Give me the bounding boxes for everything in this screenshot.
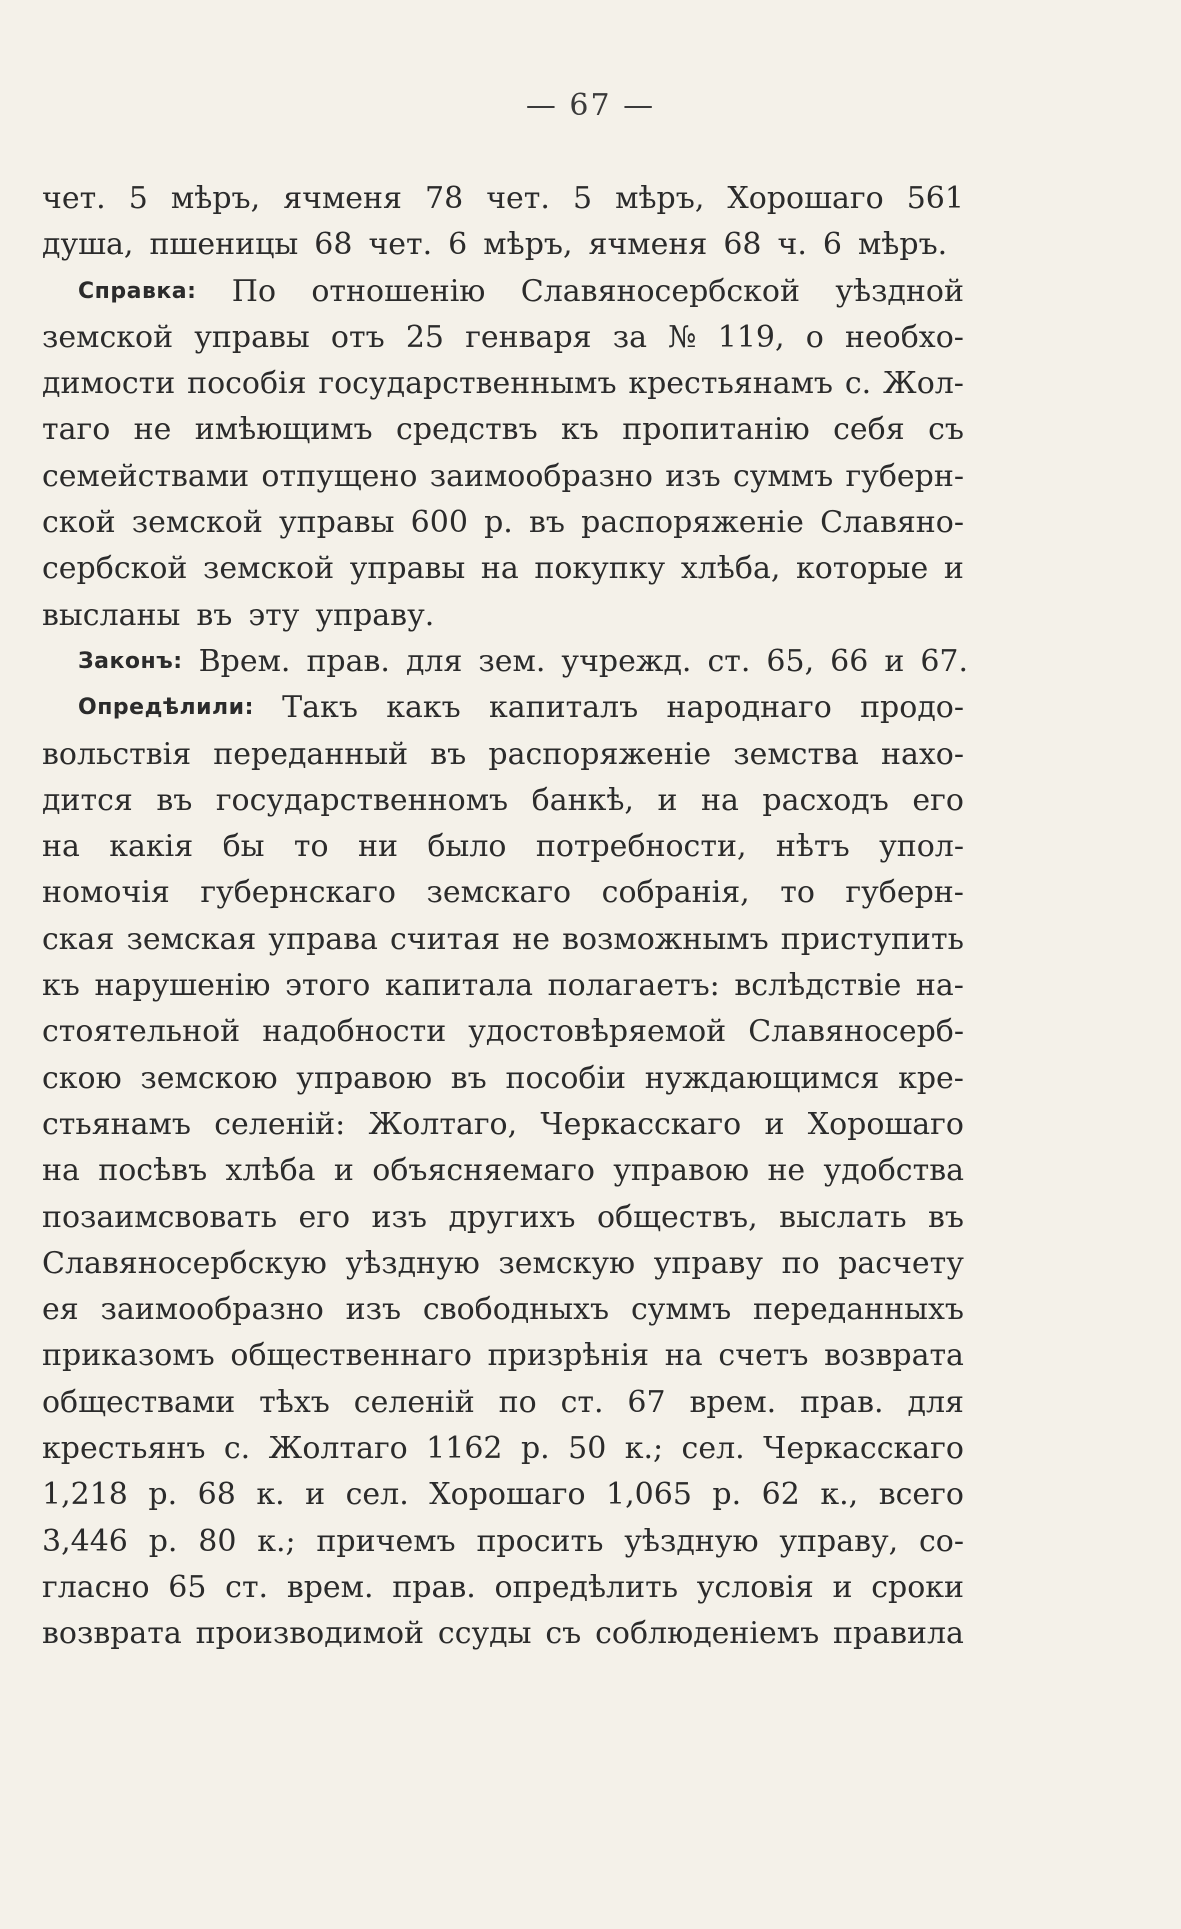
word: вольствія [42, 736, 192, 772]
word: всего [878, 1477, 964, 1513]
word: Черкасскаго [540, 1106, 742, 1142]
word: обществъ, [596, 1199, 758, 1235]
word: ссуды [437, 1616, 532, 1652]
text-line [42, 1333, 964, 1379]
word: селеній: [214, 1106, 346, 1142]
word: 561 [906, 181, 964, 216]
word: мѣръ, [483, 227, 573, 263]
word: ской [42, 505, 116, 541]
word: к.; [624, 1431, 664, 1467]
word: на [480, 551, 519, 587]
word: въ [450, 1060, 487, 1096]
word: земскаго [426, 875, 572, 911]
word: 50 [568, 1431, 607, 1467]
word: По [231, 273, 277, 309]
text-line [42, 1241, 964, 1287]
word: высланы [42, 597, 181, 633]
word: банкѣ, [531, 782, 634, 818]
word: 78 [425, 181, 464, 216]
word: сел. [345, 1477, 409, 1513]
page-number: — 67 — [525, 88, 656, 123]
word: ячменя [283, 181, 402, 216]
word: свободныхъ [422, 1292, 610, 1328]
word: отъ [330, 319, 385, 355]
word: то [780, 875, 815, 911]
word: димости [42, 366, 176, 402]
word: въ [528, 505, 565, 541]
word: 3,446 [42, 1523, 128, 1559]
word: суммъ [630, 1292, 732, 1328]
word: дится [42, 782, 133, 818]
text-line [42, 500, 964, 546]
text-line [42, 963, 964, 1009]
word: зем. [478, 643, 546, 679]
paragraph [42, 685, 964, 1657]
word: опредѣлить [494, 1569, 679, 1605]
word: пособія [187, 366, 307, 402]
word: сербской [42, 551, 188, 587]
word: управою [613, 1153, 750, 1189]
word: на- [915, 968, 964, 1004]
text-line [42, 870, 964, 916]
section-label: Справка: [78, 278, 197, 304]
word: заимообразно [429, 458, 653, 494]
word: р. [148, 1477, 178, 1513]
word: себя [833, 412, 905, 448]
word: для [405, 643, 463, 679]
word: Жолтаго, [368, 1106, 518, 1142]
section-label: Законъ: [78, 648, 183, 674]
word: мѣръ, [615, 181, 705, 216]
word: и [333, 1153, 354, 1189]
document-body [42, 176, 969, 1658]
word: чет. [42, 181, 106, 216]
word: какія [109, 829, 194, 865]
word: и [832, 1569, 853, 1605]
word: управою [296, 1060, 433, 1096]
word: врем. [286, 1569, 374, 1605]
word: нуждающимся [644, 1060, 880, 1096]
word: 68 [197, 1477, 236, 1513]
word: 67. [920, 643, 969, 679]
word: вслѣдствіе [734, 968, 902, 1004]
word: уѣздной [835, 273, 964, 309]
word: ячменя [588, 227, 708, 263]
word: просить [476, 1523, 604, 1559]
word: условія [696, 1569, 814, 1605]
word: заимообразно [100, 1292, 324, 1328]
word: мѣръ. [857, 227, 948, 263]
word: ея [42, 1292, 79, 1328]
text-line [42, 1287, 964, 1333]
word: р. [712, 1477, 742, 1513]
word: земской [42, 319, 174, 355]
text-line [42, 1195, 964, 1241]
text-line [42, 1102, 964, 1148]
word: 68 [723, 227, 762, 263]
text-line [42, 685, 964, 731]
word: средствъ [396, 412, 538, 448]
word: сроки [871, 1569, 964, 1605]
word: возможнымъ [562, 921, 769, 957]
word: 62 [761, 1477, 800, 1513]
word: Славяносербской [520, 273, 800, 309]
word: с. [223, 1431, 251, 1467]
word: народнаго [666, 690, 832, 726]
word: приказомъ [42, 1338, 215, 1374]
word: 67 [627, 1384, 666, 1420]
word: губерн- [845, 875, 964, 911]
word: въ [928, 1199, 964, 1235]
word: Славяносерб- [748, 1014, 964, 1050]
word: собранія, [601, 875, 750, 911]
word: 80 [198, 1523, 237, 1559]
word: крестьянъ [42, 1431, 206, 1467]
word: общественнаго [230, 1338, 472, 1374]
word: 600 [410, 505, 468, 541]
word: ская [42, 921, 115, 957]
word: на [664, 1338, 703, 1374]
text-line [42, 315, 964, 361]
word: по [781, 1245, 820, 1281]
word: к. [256, 1477, 285, 1513]
word: номочія [42, 875, 170, 911]
word: 1,218 [42, 1477, 128, 1513]
word: прав. [306, 643, 390, 679]
word: р. [520, 1431, 550, 1467]
word: Славяно- [820, 505, 964, 541]
word: управу. [315, 597, 435, 633]
word: его [298, 1199, 351, 1235]
word: управа [268, 921, 378, 957]
text-line [42, 1380, 964, 1426]
word: изъ [371, 1199, 427, 1235]
word: 66 [830, 643, 869, 679]
word: за [612, 319, 647, 355]
word: управу [653, 1245, 764, 1281]
word: которые [795, 551, 929, 587]
word: было [427, 829, 507, 865]
word: позаимсвовать [42, 1199, 278, 1235]
word: покупку [534, 551, 666, 587]
word: пособіи [505, 1060, 627, 1096]
word: уѣздную [624, 1523, 759, 1559]
word: нарушенію [94, 968, 271, 1004]
word: пропитанію [622, 412, 810, 448]
word: переданныхъ [753, 1292, 964, 1328]
word: и [943, 551, 964, 587]
word: имѣющимъ [194, 412, 373, 448]
word: 6 [822, 227, 842, 263]
paragraph [42, 176, 964, 269]
word: въ [430, 736, 467, 772]
word: приступить [780, 921, 964, 957]
word: 1162 [426, 1431, 503, 1467]
word: р. [484, 505, 513, 541]
word: Жолтаго [268, 1431, 408, 1467]
text-line [42, 222, 964, 268]
word: какъ [386, 690, 461, 726]
word: врем. [689, 1384, 777, 1420]
word: соблюденіемъ [595, 1616, 820, 1652]
word: бы [222, 829, 265, 865]
word: 65 [168, 1569, 207, 1605]
word: эту [248, 597, 300, 633]
paragraph [42, 639, 969, 685]
word: чет. [486, 181, 550, 216]
word: душа, [42, 227, 134, 263]
word: крестьянамъ [628, 366, 834, 402]
paragraph [42, 269, 964, 639]
word: правила [833, 1616, 964, 1652]
word: сел. [681, 1431, 745, 1467]
word: отношенію [311, 273, 486, 309]
word: посѣвъ [98, 1153, 208, 1189]
word: мѣръ, [170, 181, 261, 216]
text-line [42, 269, 964, 315]
word: и [305, 1477, 326, 1513]
word: съ [928, 412, 964, 448]
word: съ [545, 1616, 582, 1652]
word: на [42, 829, 80, 865]
word: со- [919, 1523, 964, 1559]
word: Хорошаго [807, 1106, 964, 1142]
text-line [42, 1519, 964, 1565]
word: земскою [140, 1060, 278, 1096]
word: земской [131, 505, 263, 541]
word: управу, [779, 1523, 899, 1559]
word: и [764, 1106, 785, 1142]
word: и [657, 782, 678, 818]
word: полагаетъ: [547, 968, 720, 1004]
word: р. [148, 1523, 178, 1559]
word: селеній [353, 1384, 475, 1420]
section-label: Опредѣлили: [78, 695, 254, 721]
word: пшеницы [149, 227, 299, 263]
word: ни [357, 829, 398, 865]
word: таго [42, 412, 111, 448]
word: Врем. [198, 643, 291, 679]
word: капитала [384, 968, 534, 1004]
word: тѣхъ [259, 1384, 330, 1420]
text-line [42, 824, 964, 870]
word: к.; [257, 1523, 296, 1559]
word: ст. [707, 643, 751, 679]
word: 68 [314, 227, 353, 263]
word: 1,065 [606, 1477, 692, 1513]
word: государственнымъ [318, 366, 617, 402]
word: этого [285, 968, 371, 1004]
text-line [42, 1009, 964, 1055]
word: удостовѣряемой [468, 1014, 727, 1050]
word: управы [194, 319, 310, 355]
text-line [42, 778, 964, 824]
word: въ [156, 782, 193, 818]
text-line [42, 732, 964, 778]
word: 5 [572, 181, 593, 216]
word: призрѣнія [487, 1338, 649, 1374]
word: по [498, 1384, 537, 1420]
word: отпущено [261, 458, 418, 494]
word: для [907, 1384, 964, 1420]
word: и [884, 643, 905, 679]
word: не [767, 1153, 806, 1189]
word: нѣтъ [775, 829, 850, 865]
word: кре- [898, 1060, 964, 1096]
text-line [42, 917, 964, 963]
word: Хорошаго [429, 1477, 586, 1513]
word: хлѣба [225, 1153, 316, 1189]
word: хлѣба, [680, 551, 781, 587]
word: с. [844, 366, 872, 402]
word: къ [561, 412, 599, 448]
word: государственномъ [215, 782, 509, 818]
word: продо- [860, 690, 964, 726]
word: не [133, 412, 172, 448]
word: капиталъ [488, 690, 639, 726]
word: прав. [392, 1569, 476, 1605]
word: гласно [42, 1569, 150, 1605]
word: Славяносербскую [42, 1245, 327, 1281]
word: о [805, 319, 824, 355]
word: земскую [498, 1245, 636, 1281]
text-line [42, 407, 964, 453]
word: производимой [195, 1616, 425, 1652]
word: к., [820, 1477, 859, 1513]
word: причемъ [316, 1523, 456, 1559]
word: земская [126, 921, 257, 957]
word: необхо- [844, 319, 964, 355]
word: 5 [128, 181, 148, 216]
text-line [42, 1056, 964, 1102]
word: Хорошаго [727, 181, 884, 216]
word: распоряженіе [488, 736, 712, 772]
word: земства [733, 736, 859, 772]
word: суммъ [732, 458, 834, 494]
text-line [42, 546, 964, 592]
word: считая [390, 921, 501, 957]
word: губернскаго [200, 875, 396, 911]
word: Такъ [282, 690, 358, 726]
word: 25 [405, 319, 445, 355]
word: ст. [560, 1384, 604, 1420]
word: стоятельной [42, 1014, 241, 1050]
word: семействами [42, 458, 250, 494]
word: ч. [777, 227, 807, 263]
word: прав. [800, 1384, 884, 1420]
word: земской [203, 551, 335, 587]
word: скою [42, 1060, 122, 1096]
word: нахо- [880, 736, 964, 772]
word: уѣздную [345, 1245, 480, 1281]
word: не [512, 921, 550, 957]
word: въ [196, 597, 233, 633]
word: возврата [42, 1616, 182, 1652]
word: генваря [465, 319, 592, 355]
word: выслать [779, 1199, 907, 1235]
word: управы [278, 505, 395, 541]
word: надобности [262, 1014, 447, 1050]
word: то [293, 829, 329, 865]
word: обществами [42, 1384, 236, 1420]
word: объясняемаго [372, 1153, 595, 1189]
text-line [42, 1611, 964, 1657]
word: къ [42, 968, 80, 1004]
text-line [42, 361, 964, 407]
word: другихъ [448, 1199, 576, 1235]
word: переданный [213, 736, 409, 772]
word: счетъ [718, 1338, 809, 1374]
word: 6 [448, 227, 468, 263]
word: стьянамъ [42, 1106, 191, 1142]
word: 119, [717, 319, 785, 355]
word: ст. [225, 1569, 269, 1605]
word: 65, [766, 643, 815, 679]
text-line [42, 1565, 964, 1611]
word: изъ [345, 1292, 402, 1328]
word: Черкасскаго [763, 1431, 964, 1467]
word: его [912, 782, 964, 818]
word: расходъ [762, 782, 889, 818]
word: Жол- [882, 366, 964, 402]
word: № [668, 319, 697, 355]
text-line [42, 176, 964, 222]
text-line [42, 593, 964, 639]
text-line [42, 1472, 964, 1518]
word: упол- [879, 829, 964, 865]
word: изъ [665, 458, 721, 494]
word: управы [349, 551, 466, 587]
word: возврата [824, 1338, 964, 1374]
word: учрежд. [561, 643, 692, 679]
word: расчету [838, 1245, 964, 1281]
text-line [42, 1426, 964, 1472]
word: потребности, [535, 829, 747, 865]
text-line [42, 639, 969, 685]
text-line [42, 454, 964, 500]
word: губерн- [845, 458, 964, 494]
word: на [701, 782, 739, 818]
word: распоряженіе [581, 505, 804, 541]
word: удобства [823, 1153, 964, 1189]
word: на [42, 1153, 80, 1189]
word: чет. [368, 227, 433, 263]
text-line [42, 1148, 964, 1194]
